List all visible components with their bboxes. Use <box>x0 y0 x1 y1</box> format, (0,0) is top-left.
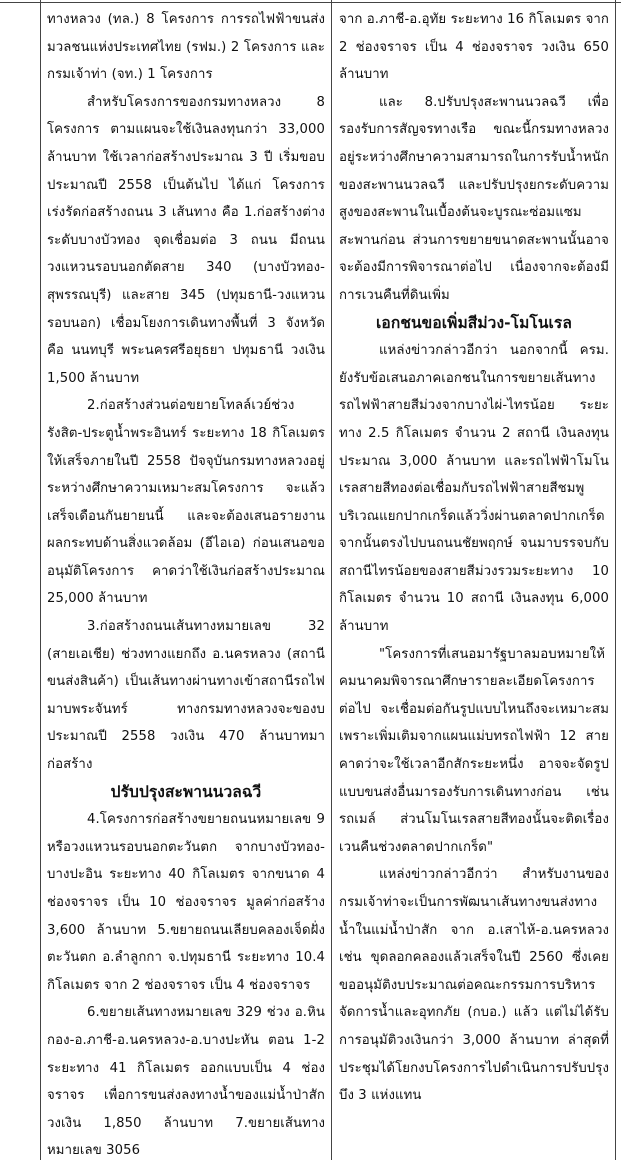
article-paragraph: 6.ขยายเส้นทางหมายเลข 329 ช่วง อ.หินกอง-อ.ภาชี-อ.นครหลวง-อ.บางปะหัน ตอน 1-2 ระยะทาง 41 กิโลเมตร ออกแบบเป็น 4 ช่องจราจร เพื่อการขนส่งลงทางน้ำของแม่น้ำป่าสักวงเงิน 1,850 ล้านบาท 7.ขยายเส้นทางหมายเลข 3056 <box>47 1005 325 1159</box>
top-rule <box>0 2 621 3</box>
column-divider <box>331 0 332 1160</box>
article-paragraph: 4.โครงการก่อสร้างขยายถนนหมายเลข 9 หรือวงแหวนรอบนอกตะวันตก จากบางบัวทอง-บางปะอิน ระยะทาง 40 กิโลเมตร จากขนาด 4 ช่องจราจร เป็น 10 ช่องจราจร มูลค่าก่อสร้าง 3,600 ล้านบาท 5.ขยายถนนเลียบคลองเจ็ดฝั่งตะวันตก อ.ลำลูกกา จ.ปทุมธานี ระยะทาง 10.4 กิโลเมตร จาก 2 ช่องจราจร เป็น 4 ช่องจราจร <box>47 812 325 993</box>
article-paragraph: แหล่งข่าวกล่าวอีกว่า สำหรับงานของกรมเจ้าท่าจะเป็นการพัฒนาเส้นทางขนส่งทางน้ำในแม่น้ำป่าสัก จาก อ.เสาไห้-อ.นครหลวง เช่น ขุดลอกคลองแล้วเสร็จในปี 2560 ซึ่งเคยขออนุมัติงบประมาณต่อคณะกรรมการบริหารจัดการน้ำและอุทกภัย (กบอ.) แล้ว แต่ไม่ได้รับการอนุมัติวงเงินกว่า 3,000 ล้านบาท ล่าสุดที่ประชุมได้โยกงบโครงการไปดำเนินการปรับปรุงบึง 3 แห่งแทน <box>339 867 609 1104</box>
article-paragraph: สำหรับโครงการของกรมทางหลวง 8 โครงการ ตามแผนจะใช้เงินลงทุนกว่า 33,000 ล้านบาท ใช้เวลาก่อสร้างประมาณ 3 ปี เริ่มขอบประมาณปี 2558 เป็นต้นไป ได้แก่ โครงการเร่งรัดก่อสร้างถนน 3 เส้นทาง คือ 1.ก่อสร้างต่างระดับบางบัวทอง จุดเชื่อมต่อ 3 ถนน มีถนนวงแหวนรอบนอกตัดสาย 340 (บางบัวทอง-สุพรรณบุรี) และสาย 345 (ปทุมธานี-วงแหวนรอบนอก) เชื่อมโยงการเดินทางพื้นที่ 3 จังหวัด คือ นนทบุรี พระนครศรีอยุธยา ปทุมธานี วงเงิน 1,500 ล้านบาท <box>47 94 325 386</box>
left-column-rule <box>40 0 41 1160</box>
left-article-column <box>47 6 325 1160</box>
article-paragraph: ทางหลวง (ทล.) 8 โครงการ การรถไฟฟ้าขนส่งมวลชนแห่งประเทศไทย (รฟม.) 2 โครงการ และกรมเจ้าท่า (จท.) 1 โครงการ <box>47 12 325 83</box>
right-column-rule <box>615 0 616 1160</box>
article-paragraph: 2.ก่อสร้างส่วนต่อขยายโทลล์เวย์ช่วงรังสิต-ประตูน้ำพระอินทร์ ระยะทาง 18 กิโลเมตรให้เสร็จภายในปี 2558 ปัจจุบันกรมทางหลวงอยู่ระหว่างศึกษาความเหมาะสมโครงการ จะแล้วเสร็จเดือนกันยายนนี้ และจะต้องเสนอรายงานผลกระทบด้านสิ่งแวดล้อม (อีไอเอ) ก่อนเสนอขออนุมัติโครงการ คาดว่าใช้เงินก่อสร้างประมาณ 25,000 ล้านบาท <box>47 398 325 607</box>
article-paragraph: และ 8.ปรับปรุงสะพานนวลฉวี เพื่อรองรับการสัญจรทางเรือ ขณะนี้กรมทางหลวงอยู่ระหว่างศึกษาความสามารถในการรับน้ำหนักของสะพานนวลฉวี และปรับปรุงยกระดับความสูงของสะพานในเบื้องต้นจะบูรณะซ่อมแซมสะพานก่อน ส่วนการขยายขนาดสะพานนั้นอาจจะต้องมีการพิจารณาต่อไป เนื่องจากจะต้องมีการเวนคืนที่ดินเพิ่ม <box>339 94 609 303</box>
article-paragraph: จาก อ.ภาชี-อ.อุทัย ระยะทาง 16 กิโลเมตร จาก 2 ช่องจราจร เป็น 4 ช่องจราจร วงเงิน 650 ล้านบาท <box>339 12 609 83</box>
section-heading: เอกชนขอเพิ่มสีม่วง-โมโนเรล <box>376 313 572 332</box>
right-article-column <box>339 6 609 1110</box>
article-paragraph: "โครงการที่เสนอมารัฐบาลมอบหมายให้คมนาคมพิจารณาศึกษารายละเอียดโครงการต่อไป จะเชื่อมต่อกันรูปแบบไหนถึงจะเหมาะสม เพราะเพิ่มเติมจากแผนแม่บทรถไฟฟ้า 12 สาย คาดว่าจะใช้เวลาอีกสักระยะหนึ่ง อาจจะจัดรูปแบบขนส่งอื่นมารองรับการเดินทางก่อน เช่น รถเมล์ ส่วนโมโนเรลสายสีทองนั้นจะติดเรื่องเวนคืนช่วงตลาดปากเกร็ด" <box>339 646 609 855</box>
article-paragraph: 3.ก่อสร้างถนนเส้นทางหมายเลข 32 (สายเอเชีย) ช่วงทางแยกถึง อ.นครหลวง (สถานีขนส่งสินค้า) เป็นเส้นทางผ่านทางเข้าสถานีรถไฟมาบพระจันทร์ ทางกรมทางหลวงจะของบประมาณปี 2558 วงเงิน 470 ล้านบาทมาก่อสร้าง <box>47 619 325 773</box>
article-paragraph: แหล่งข่าวกล่าวอีกว่า นอกจากนี้ ครม. ยังรับข้อเสนอภาคเอกชนในการขยายเส้นทางรถไฟฟ้าสายสีม่วงจากบางไผ่-ไทรน้อย ระยะทาง 2.5 กิโลเมตร จำนวน 2 สถานี เงินลงทุนประมาณ 3,000 ล้านบาท และรถไฟฟ้าโมโนเรลสายสีทองต่อเชื่อมกับรถไฟฟ้าสายสีชมพูบริเวณแยกปากเกร็ดแล้ววิ่งผ่านตลาดปากเกร็ด จากนั้นตรงไปบนถนนชัยพฤกษ์ จนมาบรรจบกับสถานีไทรน้อยของสายสีม่วงรวมระยะทาง 10 กิโลเมตร จำนวน 10 สถานี เงินลงทุน 6,000 ล้านบาท <box>339 343 609 635</box>
section-heading: ปรับปรุงสะพานนวลฉวี <box>110 782 262 801</box>
